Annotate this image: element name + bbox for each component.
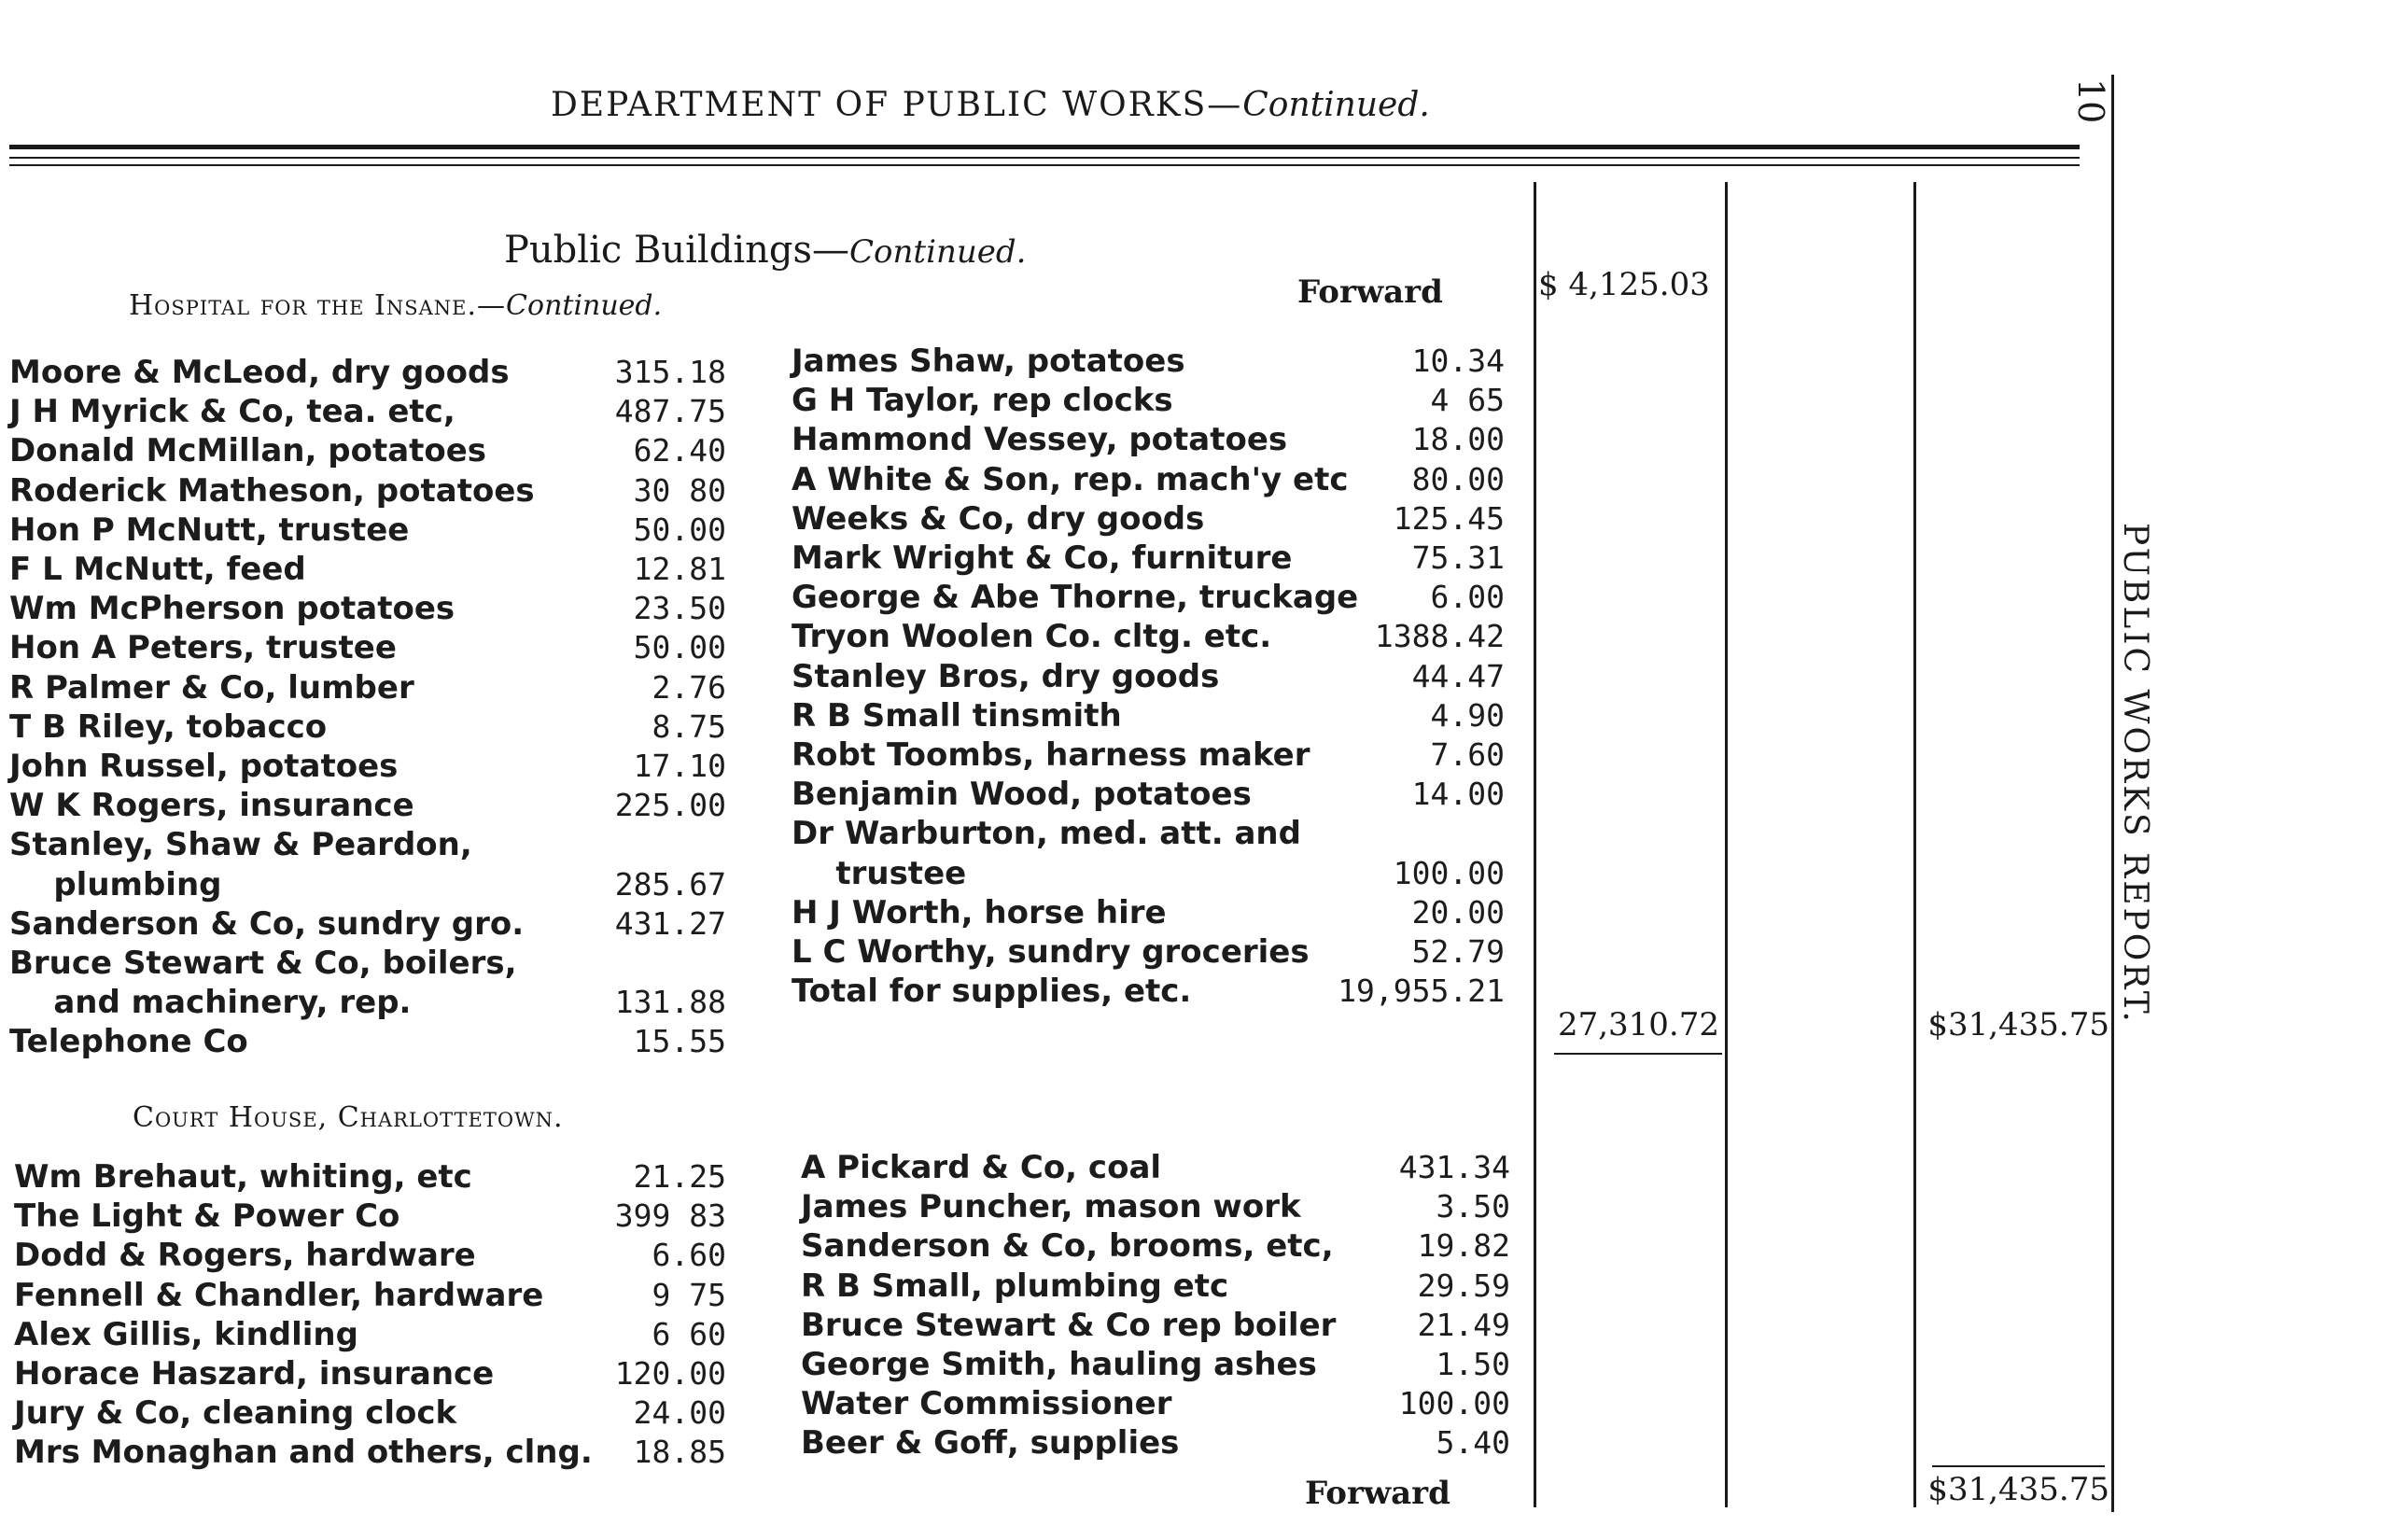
courthouse-left-entry-name: The Light & Power Co [14,1197,400,1236]
margin-rule [2111,75,2114,1512]
hospital-left-entry-name: Donald McMillan, potatoes [9,432,487,470]
hospital-right-entry-name: H J Worth, horse hire [792,893,1167,931]
subhead-italic: Continued. [849,233,1027,271]
hospital-left-entry-amount: 50.00 [633,511,726,548]
hospital-right-entry-name: G H Taylor, rep clocks [792,382,1173,420]
hospital-left-entry-amount: 12.81 [633,551,726,587]
hospital-left-entry-amount: 30 80 [633,471,726,509]
courthouse-right-entry-amount: 100.00 [1398,1385,1510,1422]
courthouse-right-entry-name: R B Small, plumbing etc [801,1267,1229,1305]
hospital-left-entry-amount: 225.00 [614,787,726,824]
hospital-left-entry-name: and machinery, rep. [9,984,412,1022]
forward-label-bottom: Forward [1305,1475,1450,1512]
section-subhead [504,229,1026,272]
hospital-right-entry-name: A White & Son, rep. mach'y etc [792,460,1349,498]
hospital-right-entry-name: Stanley Bros, dry goods [792,657,1220,695]
forward-amount-top: $ 4,125.03 [1538,266,1710,303]
hospital-heading-text: Hospital for the Insane.— [129,289,507,322]
page-number: 10 [2070,78,2111,124]
forward-total-bottom: $31,435.75 [1927,1471,2109,1508]
hospital-left-entry-amount: 2.76 [652,668,726,706]
courthouse-right-entry-amount: 21.49 [1417,1306,1510,1343]
hospital-right-entry-amount: 1388.42 [1374,618,1505,655]
hospital-left-entry-name: Bruce Stewart & Co, boilers, [9,945,517,982]
hospital-right-entry-name: Hammond Vessey, potatoes [792,421,1288,459]
hospital-left-entry-name: Hon P McNutt, trustee [9,511,410,549]
hospital-right-entry-name: Total for supplies, etc. [792,973,1192,1011]
hospital-right-entry-name: Robt Toombs, harness maker [792,736,1310,774]
hospital-right-entry-name: L C Worthy, sundry groceries [792,933,1310,971]
hospital-left-entry-name: Sanderson & Co, sundry gro. [9,904,525,943]
courthouse-left-entry-amount: 399 83 [614,1197,726,1235]
hospital-left-entry-name: Moore & McLeod, dry goods [9,354,510,391]
side-running-title: PUBLIC WORKS REPORT. [2116,523,2154,1025]
hospital-left-entry-name: Wm McPherson potatoes [9,590,455,628]
header-title-italic: Continued. [1242,86,1430,124]
hospital-right-entry-name: Benjamin Wood, potatoes [792,776,1252,814]
hospital-right-entry-amount: 4 65 [1430,382,1505,419]
courthouse-right-entry-name: George Smith, hauling ashes [801,1346,1317,1383]
hospital-left-entry-amount: 431.27 [614,904,726,942]
hospital-left-entry-amount: 62.40 [633,432,726,469]
hospital-right-entry-name: James Shaw, potatoes [792,343,1185,380]
courthouse-right-entry-name: Water Commissioner [801,1385,1172,1423]
hospital-right-entry-name: Tryon Woolen Co. cltg. etc. [792,618,1272,656]
hospital-right-entry-amount: 75.31 [1411,539,1505,576]
hospital-right-entry-amount: 44.47 [1411,657,1505,694]
hospital-right-entry-amount: 100.00 [1393,854,1505,891]
hospital-left-entry-amount: 17.10 [633,748,726,784]
hospital-right-entry-name: Weeks & Co, dry goods [792,499,1205,538]
courthouse-heading: Court House, Charlottetown. [133,1101,564,1134]
hospital-left-entry-name: Roderick Matheson, potatoes [9,471,535,510]
hospital-left-entry-name: F L McNutt, feed [9,551,306,588]
courthouse-left-entry-name: Dodd & Rogers, hardware [14,1237,476,1275]
column-rule-3 [1913,182,1916,1507]
courthouse-left-entry-amount: 18.85 [633,1434,726,1471]
hospital-right-entry-amount: 20.00 [1411,893,1505,931]
header-rule-thin [9,157,2080,159]
forward-label-top: Forward [1297,273,1443,311]
subhead-main: Public Buildings— [504,229,850,272]
hospital-left-entry-name: Stanley, Shaw & Peardon, [9,826,472,864]
hospital-right-entry-name: trustee [792,854,967,892]
courthouse-left-entry-amount: 120.00 [614,1355,726,1392]
courthouse-left-entry-amount: 21.25 [633,1158,726,1195]
hospital-right-entry-amount: 14.00 [1411,776,1505,813]
hospital-left-entry-amount: 315.18 [614,354,726,390]
courthouse-right-entry-name: James Puncher, mason work [801,1188,1301,1226]
hospital-left-entry-name: R Palmer & Co, lumber [9,668,414,707]
hospital-right-entry-amount: 4.90 [1430,696,1505,734]
courthouse-right-entry-amount: 1.50 [1436,1346,1510,1382]
column-rule-2 [1725,182,1728,1507]
hospital-total: $31,435.75 [1927,1006,2109,1043]
hospital-right-entry-name: Mark Wright & Co, furniture [792,539,1293,577]
hospital-heading-italic: Continued. [506,289,663,322]
hospital-right-entry-amount: 10.34 [1411,343,1505,379]
hospital-right-entry-amount: 125.45 [1393,499,1505,537]
hospital-subtotal: 27,310.72 [1557,1006,1719,1043]
hospital-left-entry-amount: 285.67 [614,865,726,903]
header-title: DEPARTMENT OF PUBLIC WORKS— [551,86,1243,124]
courthouse-left-entry-amount: 9 75 [652,1276,726,1313]
subtotal-rule [1554,1053,1722,1055]
hospital-right-entry-name: George & Abe Thorne, truckage [792,579,1359,617]
courthouse-left-entry-name: Fennell & Chandler, hardware [14,1276,544,1314]
forward-total-rule [1932,1465,2105,1467]
hospital-left-entry-name: W K Rogers, insurance [9,787,414,825]
courthouse-right-entry-name: Sanderson & Co, brooms, etc, [801,1227,1334,1266]
courthouse-right-entry-name: Bruce Stewart & Co rep boiler [801,1306,1337,1344]
hospital-right-entry-amount: 80.00 [1411,460,1505,497]
header-rule-thick [9,145,2080,149]
hospital-right-entry-amount: 7.60 [1430,736,1505,773]
page-header [551,86,1430,124]
hospital-left-entry-name: John Russel, potatoes [9,748,399,785]
hospital-right-entry-amount: 19,955.21 [1338,973,1505,1010]
courthouse-left-entry-name: Jury & Co, cleaning clock [14,1394,457,1433]
courthouse-right-entry-amount: 431.34 [1398,1149,1510,1185]
courthouse-left-entry-name: Wm Brehaut, whiting, etc [14,1158,472,1196]
hospital-left-entry-name: J H Myrick & Co, tea. etc, [9,393,455,431]
header-rule-thin-2 [9,164,2080,166]
hospital-left-entry-name: plumbing [9,865,222,903]
courthouse-right-entry-amount: 5.40 [1436,1424,1510,1462]
courthouse-left-entry-name: Alex Gillis, kindling [14,1315,358,1353]
hospital-left-entry-name: Hon A Peters, trustee [9,629,397,667]
hospital-right-entry-name: Dr Warburton, med. att. and [792,815,1301,853]
courthouse-right-entry-name: Beer & Goff, supplies [801,1424,1180,1463]
courthouse-right-entry-amount: 29.59 [1417,1267,1510,1304]
hospital-left-entry-amount: 23.50 [633,590,726,627]
hospital-right-entry-amount: 18.00 [1411,421,1505,458]
courthouse-left-entry-name: Horace Haszard, insurance [14,1355,495,1393]
hospital-left-entry-name: T B Riley, tobacco [9,707,328,746]
hospital-left-entry-amount: 131.88 [614,984,726,1021]
hospital-left-entry-amount: 50.00 [633,629,726,666]
hospital-left-entry-amount: 8.75 [652,707,726,745]
courthouse-right-entry-name: A Pickard & Co, coal [801,1149,1162,1186]
column-rule-1 [1534,182,1536,1507]
hospital-left-entry-name: Telephone Co [9,1023,248,1061]
courthouse-right-entry-amount: 19.82 [1417,1227,1510,1265]
courthouse-left-entry-amount: 6.60 [652,1237,726,1274]
hospital-right-entry-amount: 6.00 [1430,579,1505,616]
courthouse-right-entry-amount: 3.50 [1436,1188,1510,1225]
hospital-right-entry-amount: 52.79 [1411,933,1505,970]
hospital-left-entry-amount: 487.75 [614,393,726,430]
courthouse-left-entry-amount: 6 60 [652,1315,726,1352]
hospital-heading [129,289,662,322]
courthouse-left-entry-name: Mrs Monaghan and others, clng. [14,1434,593,1472]
hospital-left-entry-amount: 15.55 [633,1023,726,1060]
hospital-right-entry-name: R B Small tinsmith [792,696,1122,735]
courthouse-left-entry-amount: 24.00 [633,1394,726,1432]
